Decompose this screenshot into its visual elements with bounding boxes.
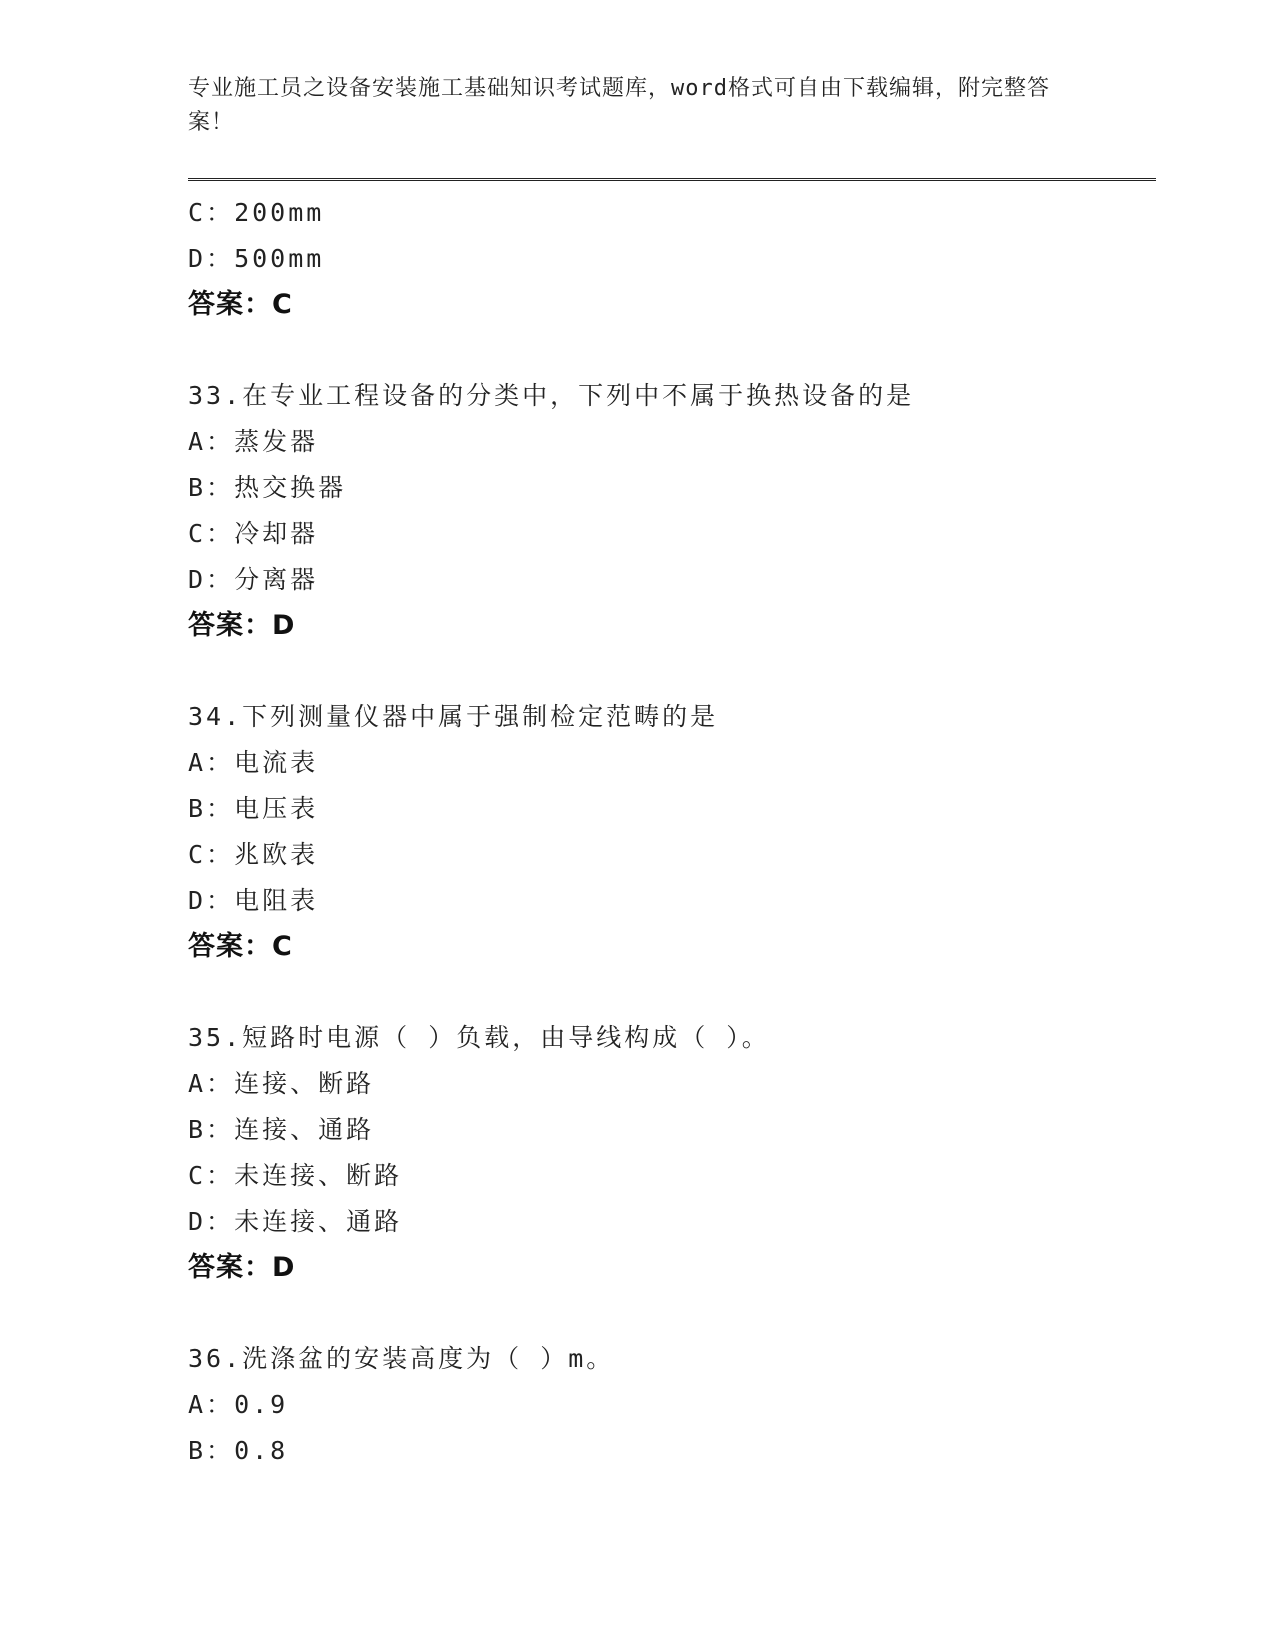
question-block-prev	[188, 190, 1148, 328]
question-block-35	[188, 1015, 1148, 1291]
option-d: D：电阻表	[188, 886, 319, 915]
answer-line: 答案：D	[188, 610, 296, 641]
question-block-33	[188, 373, 1148, 649]
option-c: C：兆欧表	[188, 840, 319, 869]
option-c: C：200mm	[188, 198, 325, 227]
option-d: D：分离器	[188, 565, 319, 594]
option-b: B：连接、通路	[188, 1115, 375, 1144]
option-d: D：未连接、通路	[188, 1207, 403, 1236]
answer-line: 答案：D	[188, 1252, 296, 1283]
answer-line: 答案：C	[188, 931, 293, 962]
spacer	[188, 1291, 1148, 1336]
header-divider	[188, 178, 1156, 181]
spacer	[188, 649, 1148, 694]
option-d: D：500mm	[188, 244, 325, 273]
question-stem: 36.洗涤盆的安装高度为（ ）m。	[188, 1344, 615, 1373]
spacer	[188, 328, 1148, 373]
question-stem: 33.在专业工程设备的分类中，下列中不属于换热设备的是	[188, 381, 915, 410]
option-b: B：电压表	[188, 794, 319, 823]
question-stem: 34.下列测量仪器中属于强制检定范畴的是	[188, 702, 719, 731]
option-b: B：热交换器	[188, 473, 347, 502]
document-header: 专业施工员之设备安装施工基础知识考试题库，word格式可自由下载编辑，附完整答案！	[188, 76, 1050, 135]
option-b: B：0.8	[188, 1436, 289, 1465]
question-stem: 35.短路时电源（ ）负载，由导线构成（ ）。	[188, 1023, 770, 1052]
option-a: A：电流表	[188, 748, 319, 777]
spacer	[188, 970, 1148, 1015]
option-c: C：未连接、断路	[188, 1161, 403, 1190]
option-a: A：连接、断路	[188, 1069, 375, 1098]
answer-line: 答案：C	[188, 289, 293, 320]
question-block-34	[188, 694, 1148, 970]
question-list	[188, 190, 1148, 1474]
option-c: C：冷却器	[188, 519, 319, 548]
option-a: A：0.9	[188, 1390, 289, 1419]
option-a: A：蒸发器	[188, 427, 319, 456]
question-block-36	[188, 1336, 1148, 1474]
